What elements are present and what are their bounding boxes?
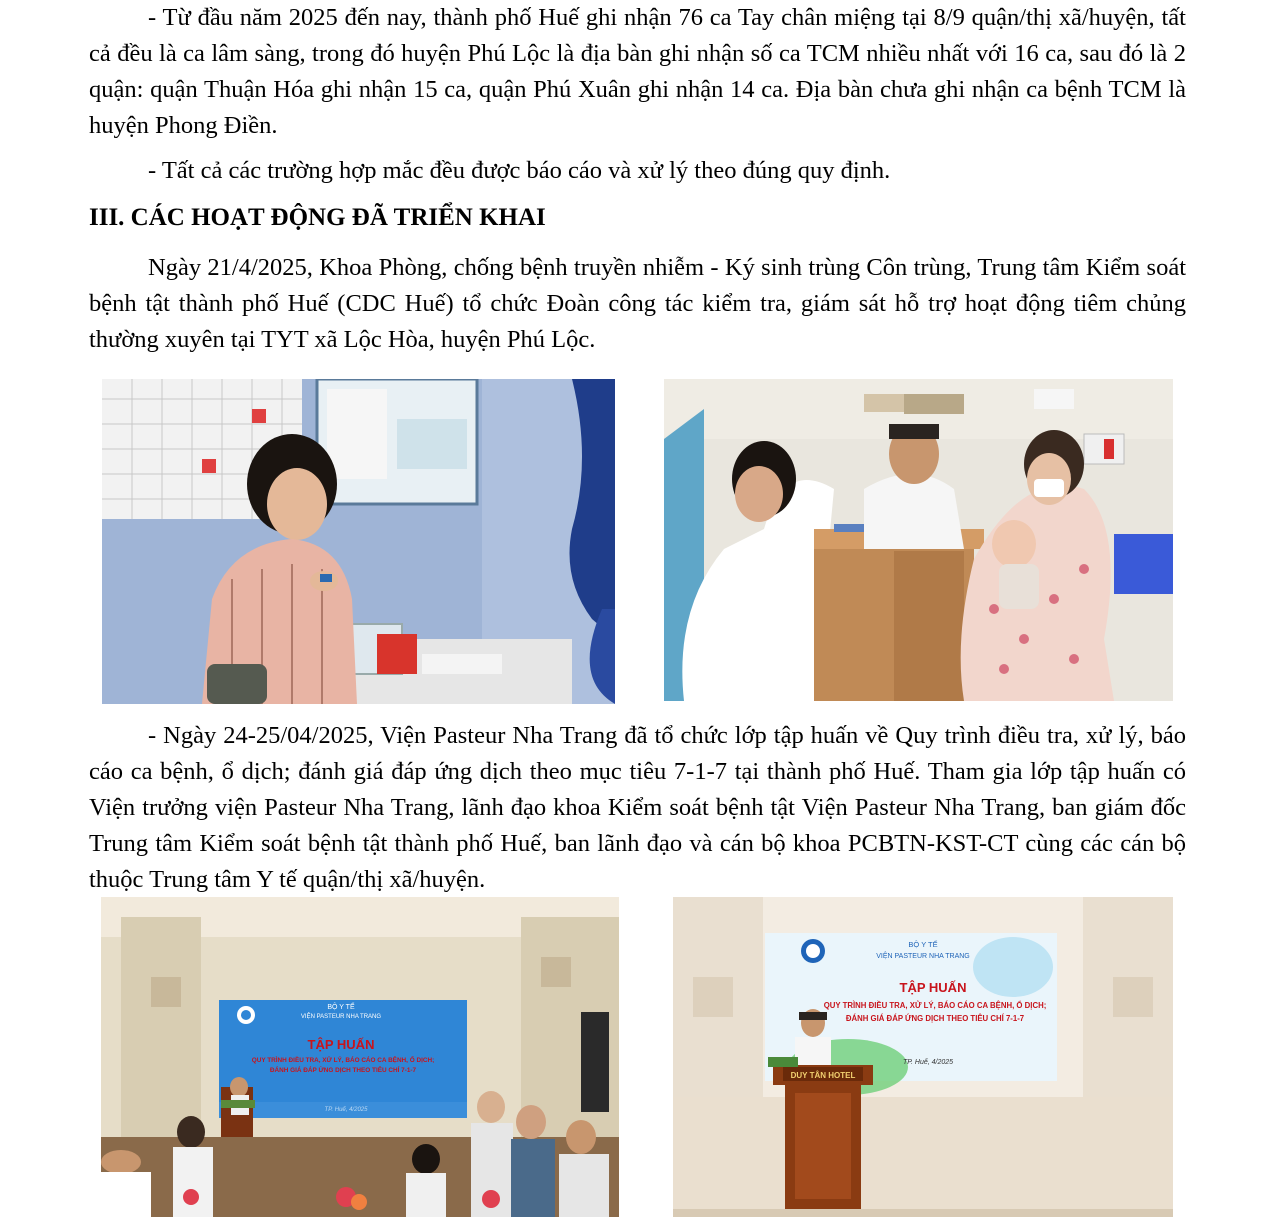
paragraph-hfmd-cases: - Từ đầu năm 2025 đến nay, thành phố Huế ghi nhận 76 ca Tay chân miệng tại 8/9 quận/thị xã/huyện, tất cả đều là ca lâm sàng, trong đó huyện Phú Lộc là địa bàn ghi nhận số ca TCM nhiều nhất với 16 ca, sau đó là 2 quận: quận Thuận Hóa ghi nhận 15 ca, quận Phú Xuân ghi nhận 14 ca. Địa bàn chưa ghi nhận ca bệnh TCM là huyện Phong Điền. <box>89 4 1186 139</box>
podium-label: DUY TÂN HOTEL <box>790 1071 856 1080</box>
screen-subtitle-1: QUY TRÌNH ĐIỀU TRA, XỬ LÝ, BÁO CÁO CA BỆNH, Ổ DỊCH; <box>251 1057 435 1064</box>
screen-subtitle-2: ĐÁNH GIÁ ĐÁP ỨNG DỊCH THEO TIÊU CHÍ 7-1-7 <box>845 1014 1025 1023</box>
screen-institute: VIỆN PASTEUR NHA TRANG <box>300 1014 382 1020</box>
screen-ministry: BỘ Y TẾ <box>908 940 938 949</box>
screen-subtitle-1: QUY TRÌNH ĐIỀU TRA, XỬ LÝ, BÁO CÁO CA BỆNH, Ổ DỊCH; <box>823 1001 1047 1010</box>
screen-place-date: TP. Huế, 4/2025 <box>324 1107 368 1113</box>
screen-title: TẬP HUẤN <box>899 980 967 995</box>
section-heading: III. CÁC HOẠT ĐỘNG ĐÃ TRIỂN KHAI <box>89 204 546 231</box>
photo-health-examination <box>664 379 1173 701</box>
photo-speaker-podium <box>673 897 1173 1217</box>
screen-place-date: TP. Huế, 4/2025 <box>902 1059 954 1066</box>
screen-ministry: BỘ Y TẾ <box>327 1004 355 1011</box>
screen-institute: VIỆN PASTEUR NHA TRANG <box>876 953 970 960</box>
screen-subtitle-2: ĐÁNH GIÁ ĐÁP ỨNG DỊCH THEO TIÊU CHÍ 7-1-7 <box>269 1067 417 1074</box>
paragraph-reporting: - Tất cả các trường hợp mắc đều được báo cáo và xử lý theo đúng quy định. <box>148 157 891 184</box>
paragraph-training-course: - Ngày 24-25/04/2025, Viện Pasteur Nha Trang đã tổ chức lớp tập huấn về Quy trình điều tra, xử lý, báo cáo ca bệnh, ổ dịch; đánh giá đáp ứng dịch theo mục tiêu 7-1-7 tại thành phố Huế. Tham gia lớp tập huấn có Viện trưởng viện Pasteur Nha Trang, lãnh đạo khoa Kiểm soát bệnh tật Viện Pasteur Nha Trang, ban giám đốc Trung tâm Kiểm soát bệnh tật thành phố Huế, ban lãnh đạo và cán bộ khoa PCBTN-KST-CT cùng các cán bộ thuộc Trung tâm Y tế quận/thị xã/huyện. <box>89 722 1186 893</box>
screen-title: TẬP HUẤN <box>307 1037 375 1052</box>
paragraph-inspection-visit: Ngày 21/4/2025, Khoa Phòng, chống bệnh truyền nhiễm - Ký sinh trùng Côn trùng, Trung tâm Kiểm soát bệnh tật thành phố Huế (CDC Huế) tổ chức Đoàn công tác kiểm tra, giám sát hỗ trợ hoạt động tiêm chủng thường xuyên tại TYT xã Lộc Hòa, huyện Phú Lộc. <box>89 254 1186 353</box>
photo-training-hall <box>101 897 619 1217</box>
photo-vaccine-preparation <box>102 379 615 704</box>
